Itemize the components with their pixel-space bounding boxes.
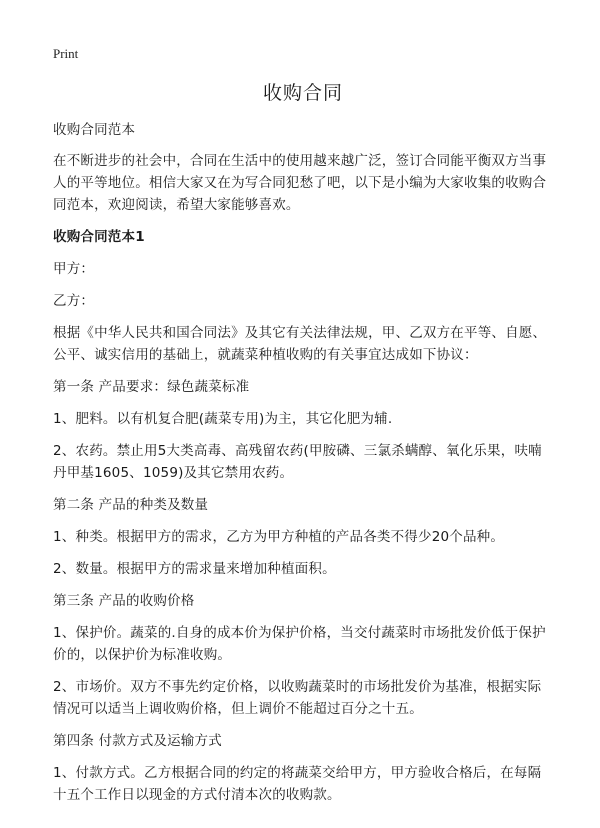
intro-paragraph: 在不断进步的社会中，合同在生活中的使用越来越广泛，签订合同能平衡双方当事人的平等地位。相信大家又在为写合同犯愁了吧，以下是小编为大家收集的收购合同范本，欢迎阅读，希望大家能够喜欢。 bbox=[53, 153, 547, 213]
clause-paragraph: 2、农药。禁止用5大类高毒、高残留农药(甲胺磷、三氯杀螨醇、氧化乐果，呋喃丹甲基1605、1059)及其它禁用农药。 bbox=[53, 443, 542, 481]
party-b-line: 乙方： bbox=[53, 293, 95, 309]
article-heading-4: 第四条 付款方式及运输方式 bbox=[53, 733, 222, 749]
clause-paragraph: 1、保护价。蔬菜的.自身的成本价为保护价格，当交付蔬菜时市场批发价低于保护价的，以保护价为标准收购。 bbox=[53, 625, 546, 663]
clause-paragraph: 1、种类。根据甲方的需求，乙方为甲方种植的产品各类不得少20个品种。 bbox=[53, 529, 505, 545]
document-subtitle: 收购合同范本 bbox=[53, 122, 136, 138]
clause-paragraph: 1、付款方式。乙方根据合同的约定的将蔬菜交给甲方，甲方验收合格后，在每隔十五个工作日以现金的方式付清本次的收购款。 bbox=[53, 765, 542, 803]
clause-paragraph: 2、数量。根据甲方的需求量来增加种植面积。 bbox=[53, 561, 336, 577]
preamble-paragraph: 根据《中华人民共和国合同法》及其它有关法律法规，甲、乙双方在平等、自愿、公平、诚实信用的基础上，就蔬菜种植收购的有关事宜达成如下协议： bbox=[53, 325, 547, 363]
clause-paragraph: 2、市场价。双方不事先约定价格，以收购蔬菜时的市场批发价为基准，根据实际情况可以适当上调收购价格，但上调价不能超过百分之十五。 bbox=[53, 679, 542, 717]
article-heading-1: 第一条 产品要求：绿色蔬菜标准 bbox=[53, 379, 250, 395]
clause-paragraph: 1、肥料。以有机复合肥(蔬菜专用)为主，其它化肥为辅. bbox=[53, 411, 393, 427]
document-title: 收购合同 bbox=[262, 82, 343, 104]
section-heading: 收购合同范本1 bbox=[53, 229, 145, 245]
document-body bbox=[53, 78, 553, 816]
article-heading-2: 第二条 产品的种类及数量 bbox=[53, 497, 209, 513]
article-heading-3: 第三条 产品的收购价格 bbox=[53, 593, 195, 609]
print-link[interactable]: Print bbox=[53, 46, 79, 61]
party-a-line: 甲方： bbox=[53, 261, 95, 277]
